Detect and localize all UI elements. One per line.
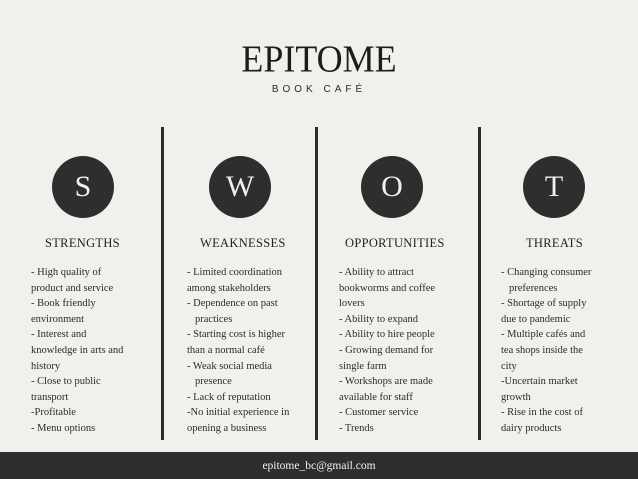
list-item: - Growing demand for bbox=[339, 344, 434, 356]
list-item: - Menu options bbox=[31, 422, 96, 434]
list-item: - Changing consumer bbox=[501, 267, 592, 278]
list-item: - Ability to expand bbox=[339, 313, 419, 325]
list-item: -No initial experience in bbox=[187, 407, 290, 419]
list-item: - Interest and bbox=[31, 329, 87, 341]
list-item: environment bbox=[31, 313, 85, 325]
footer-bar bbox=[0, 452, 638, 479]
list-item: single farm bbox=[339, 360, 387, 372]
list-item: - Trends bbox=[339, 422, 374, 434]
list-item: city bbox=[501, 360, 517, 372]
list-item: history bbox=[31, 360, 61, 372]
list-item: presence bbox=[195, 376, 232, 388]
list-item: available for staff bbox=[339, 391, 413, 403]
brand-title: EPITOME bbox=[241, 38, 397, 80]
column-divider bbox=[315, 127, 318, 440]
strengths-list bbox=[31, 265, 123, 437]
opportunities-letter-circle: O bbox=[361, 156, 423, 218]
list-item: bookworms and coffee bbox=[339, 282, 436, 294]
list-item: - Rise in the cost of bbox=[501, 407, 583, 419]
list-item: tea shops inside the bbox=[501, 344, 583, 356]
list-item: - Starting cost is higher bbox=[187, 329, 285, 341]
weaknesses-list bbox=[187, 265, 289, 437]
list-item: - Workshops are made bbox=[339, 376, 433, 388]
list-item: - Ability to hire people bbox=[339, 329, 435, 341]
threats-heading: THREATS bbox=[526, 236, 583, 250]
list-item: - Limited coordination bbox=[187, 267, 283, 278]
weaknesses-heading: WEAKNESSES bbox=[200, 236, 286, 250]
opportunities-heading: OPPORTUNITIES bbox=[345, 236, 445, 250]
list-item: - Lack of reputation bbox=[187, 391, 271, 403]
list-item: - Book friendly bbox=[31, 298, 96, 310]
list-item: - Dependence on past bbox=[187, 298, 278, 310]
list-item: opening a business bbox=[187, 422, 267, 434]
list-item: preferences bbox=[509, 282, 558, 294]
brand-subtitle: BOOK CAFÉ bbox=[271, 84, 367, 95]
list-item: - Shortage of supply bbox=[501, 298, 587, 310]
list-item: - Weak social media bbox=[187, 360, 272, 372]
list-item: practices bbox=[195, 313, 233, 325]
list-item: dairy products bbox=[501, 422, 562, 434]
strengths-heading: STRENGTHS bbox=[45, 236, 120, 250]
list-item: - High quality of bbox=[31, 267, 102, 278]
threats-letter-circle: T bbox=[523, 156, 585, 218]
list-item: transport bbox=[31, 391, 69, 403]
list-item: knowledge in arts and bbox=[31, 344, 124, 356]
list-item: due to pandemic bbox=[501, 313, 571, 325]
footer-email[interactable]: epitome_bc@gmail.com bbox=[262, 459, 376, 472]
list-item: - Multiple cafés and bbox=[501, 329, 586, 341]
list-item: product and service bbox=[31, 282, 114, 294]
list-item: -Uncertain market bbox=[501, 376, 578, 388]
threats-list bbox=[501, 265, 591, 437]
strengths-letter-circle: S bbox=[52, 156, 114, 218]
list-item: - Close to public bbox=[31, 376, 101, 388]
list-item: - Ability to attract bbox=[339, 267, 414, 278]
column-divider bbox=[161, 127, 164, 440]
list-item: among stakeholders bbox=[187, 282, 271, 294]
list-item: than a normal café bbox=[187, 344, 265, 356]
list-item: lovers bbox=[339, 298, 365, 310]
list-item: growth bbox=[501, 391, 531, 403]
weaknesses-letter-circle: W bbox=[209, 156, 271, 218]
list-item: - Customer service bbox=[339, 407, 419, 419]
list-item: -Profitable bbox=[31, 407, 76, 419]
column-divider bbox=[478, 127, 481, 440]
opportunities-list bbox=[339, 265, 435, 437]
